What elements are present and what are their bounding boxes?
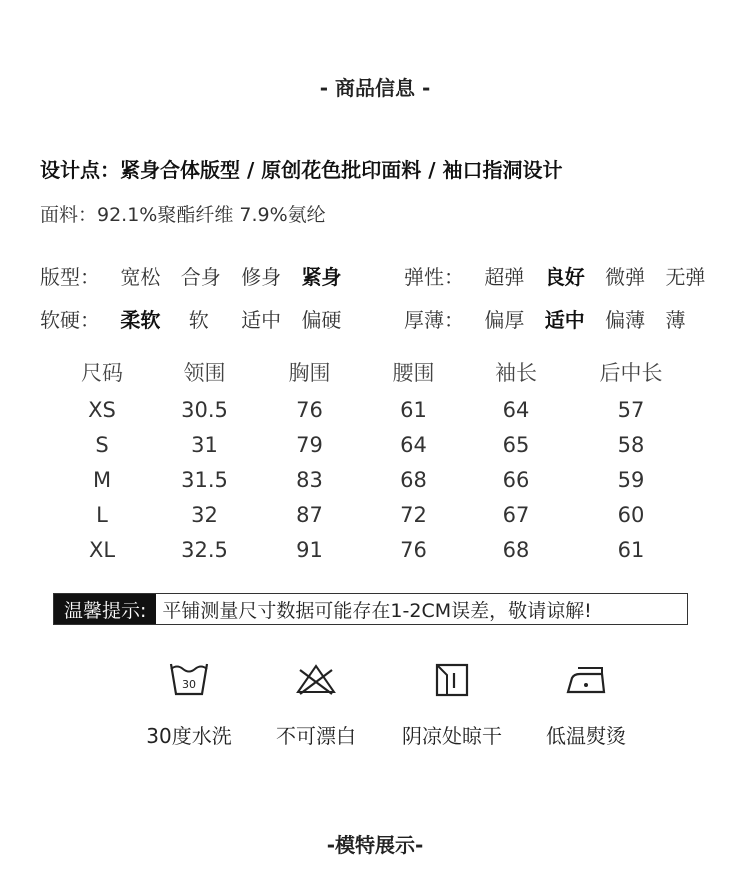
softness-option: 偏硬: [301, 308, 342, 332]
table-cell: 59: [617, 467, 645, 492]
care-item-dry-shade: [392, 660, 512, 749]
table-row: [52, 392, 695, 427]
fit-row: [40, 261, 355, 290]
thickness-option: 适中: [544, 308, 585, 332]
table-cell: 76: [296, 397, 323, 422]
warm-tip-label: 温馨提示:: [54, 594, 156, 624]
table-cell: 67: [502, 502, 530, 527]
thickness-option: 偏厚: [484, 308, 525, 332]
warm-tip-text: 平铺测量尺寸数据可能存在1-2CM误差，敬请谅解!: [156, 594, 687, 624]
dry-in-shade-icon: [434, 660, 470, 698]
table-cell: 79: [296, 432, 323, 457]
table-row: [52, 462, 695, 497]
care-label: 阴凉处晾干: [402, 724, 502, 748]
table-row: [52, 427, 695, 462]
table-cell: 61: [400, 397, 427, 422]
care-item-no-bleach: [256, 660, 376, 749]
low-iron-icon: [564, 660, 608, 698]
table-cell: 76: [400, 537, 427, 562]
design-points: 设计点：紧身合体版型 / 原创花色批印面料 / 袖口指洞设计: [40, 158, 563, 182]
table-cell: 30.5: [181, 397, 228, 422]
table-cell: 83: [296, 467, 323, 492]
elasticity-option: 微弹: [605, 265, 646, 289]
table-cell: 57: [617, 397, 645, 422]
table-cell: 58: [617, 432, 645, 457]
table-cell: 66: [502, 467, 530, 492]
column-header: 袖长: [495, 361, 537, 385]
fabric-composition: 面料：92.1%聚酯纤维 7.9%氨纶: [40, 204, 326, 226]
table-cell: 65: [502, 432, 530, 457]
wash-temp-badge: 30: [182, 678, 196, 691]
table-cell: 32.5: [181, 537, 228, 562]
fit-option: 紧身: [301, 265, 342, 289]
table-cell: 32: [191, 502, 218, 527]
thickness-row: [404, 304, 699, 333]
fit-label: 版型：: [40, 265, 100, 289]
elasticity-option: 无弹: [665, 265, 706, 289]
care-item-wash: [129, 660, 249, 749]
softness-option: 软: [188, 308, 209, 332]
softness-option: 适中: [241, 308, 282, 332]
table-cell: XL: [88, 537, 116, 562]
table-cell: L: [96, 502, 108, 527]
fit-option: 宽松: [120, 265, 161, 289]
care-label: 低温熨烫: [546, 724, 626, 748]
elasticity-row: [404, 261, 719, 290]
elasticity-label: 弹性：: [404, 265, 464, 289]
table-row: [52, 497, 695, 532]
table-cell: S: [95, 432, 109, 457]
fit-option: 合身: [180, 265, 221, 289]
care-label: 不可漂白: [276, 724, 356, 748]
table-cell: 68: [502, 537, 530, 562]
table-cell: 91: [296, 537, 323, 562]
table-cell: 31.5: [181, 467, 228, 492]
care-label: 30度水洗: [146, 724, 232, 748]
column-header: 胸围: [288, 361, 331, 385]
product-info-title: - 商品信息 -: [319, 76, 431, 100]
column-header: 后中长: [599, 361, 663, 385]
column-header: 尺码: [81, 361, 123, 385]
fit-option: 修身: [241, 265, 282, 289]
softness-option: 柔软: [120, 308, 161, 332]
no-bleach-icon: [294, 660, 338, 698]
size-table: [52, 352, 695, 567]
warm-tip: [53, 593, 688, 625]
elasticity-option: 超弹: [484, 265, 525, 289]
table-cell: 31: [191, 432, 218, 457]
thickness-option: 偏薄: [605, 308, 646, 332]
table-cell: 64: [400, 432, 427, 457]
size-table-header: [52, 352, 695, 392]
model-showcase-title: -模特展示-: [326, 833, 424, 857]
wash-30-icon: [168, 660, 210, 698]
table-cell: 68: [400, 467, 427, 492]
table-row: [52, 532, 695, 567]
table-cell: 60: [617, 502, 645, 527]
table-cell: 87: [296, 502, 323, 527]
softness-row: [40, 304, 355, 333]
table-cell: XS: [88, 397, 116, 422]
column-header: 领围: [183, 361, 226, 385]
care-item-iron: [526, 660, 646, 749]
table-cell: 61: [617, 537, 645, 562]
table-cell: M: [92, 467, 112, 492]
table-cell: 64: [502, 397, 530, 422]
thickness-label: 厚薄：: [404, 308, 464, 332]
elasticity-option: 良好: [544, 265, 585, 289]
table-cell: 72: [400, 502, 427, 527]
softness-label: 软硬：: [40, 308, 100, 332]
thickness-option: 薄: [665, 308, 686, 332]
column-header: 腰围: [392, 361, 435, 385]
